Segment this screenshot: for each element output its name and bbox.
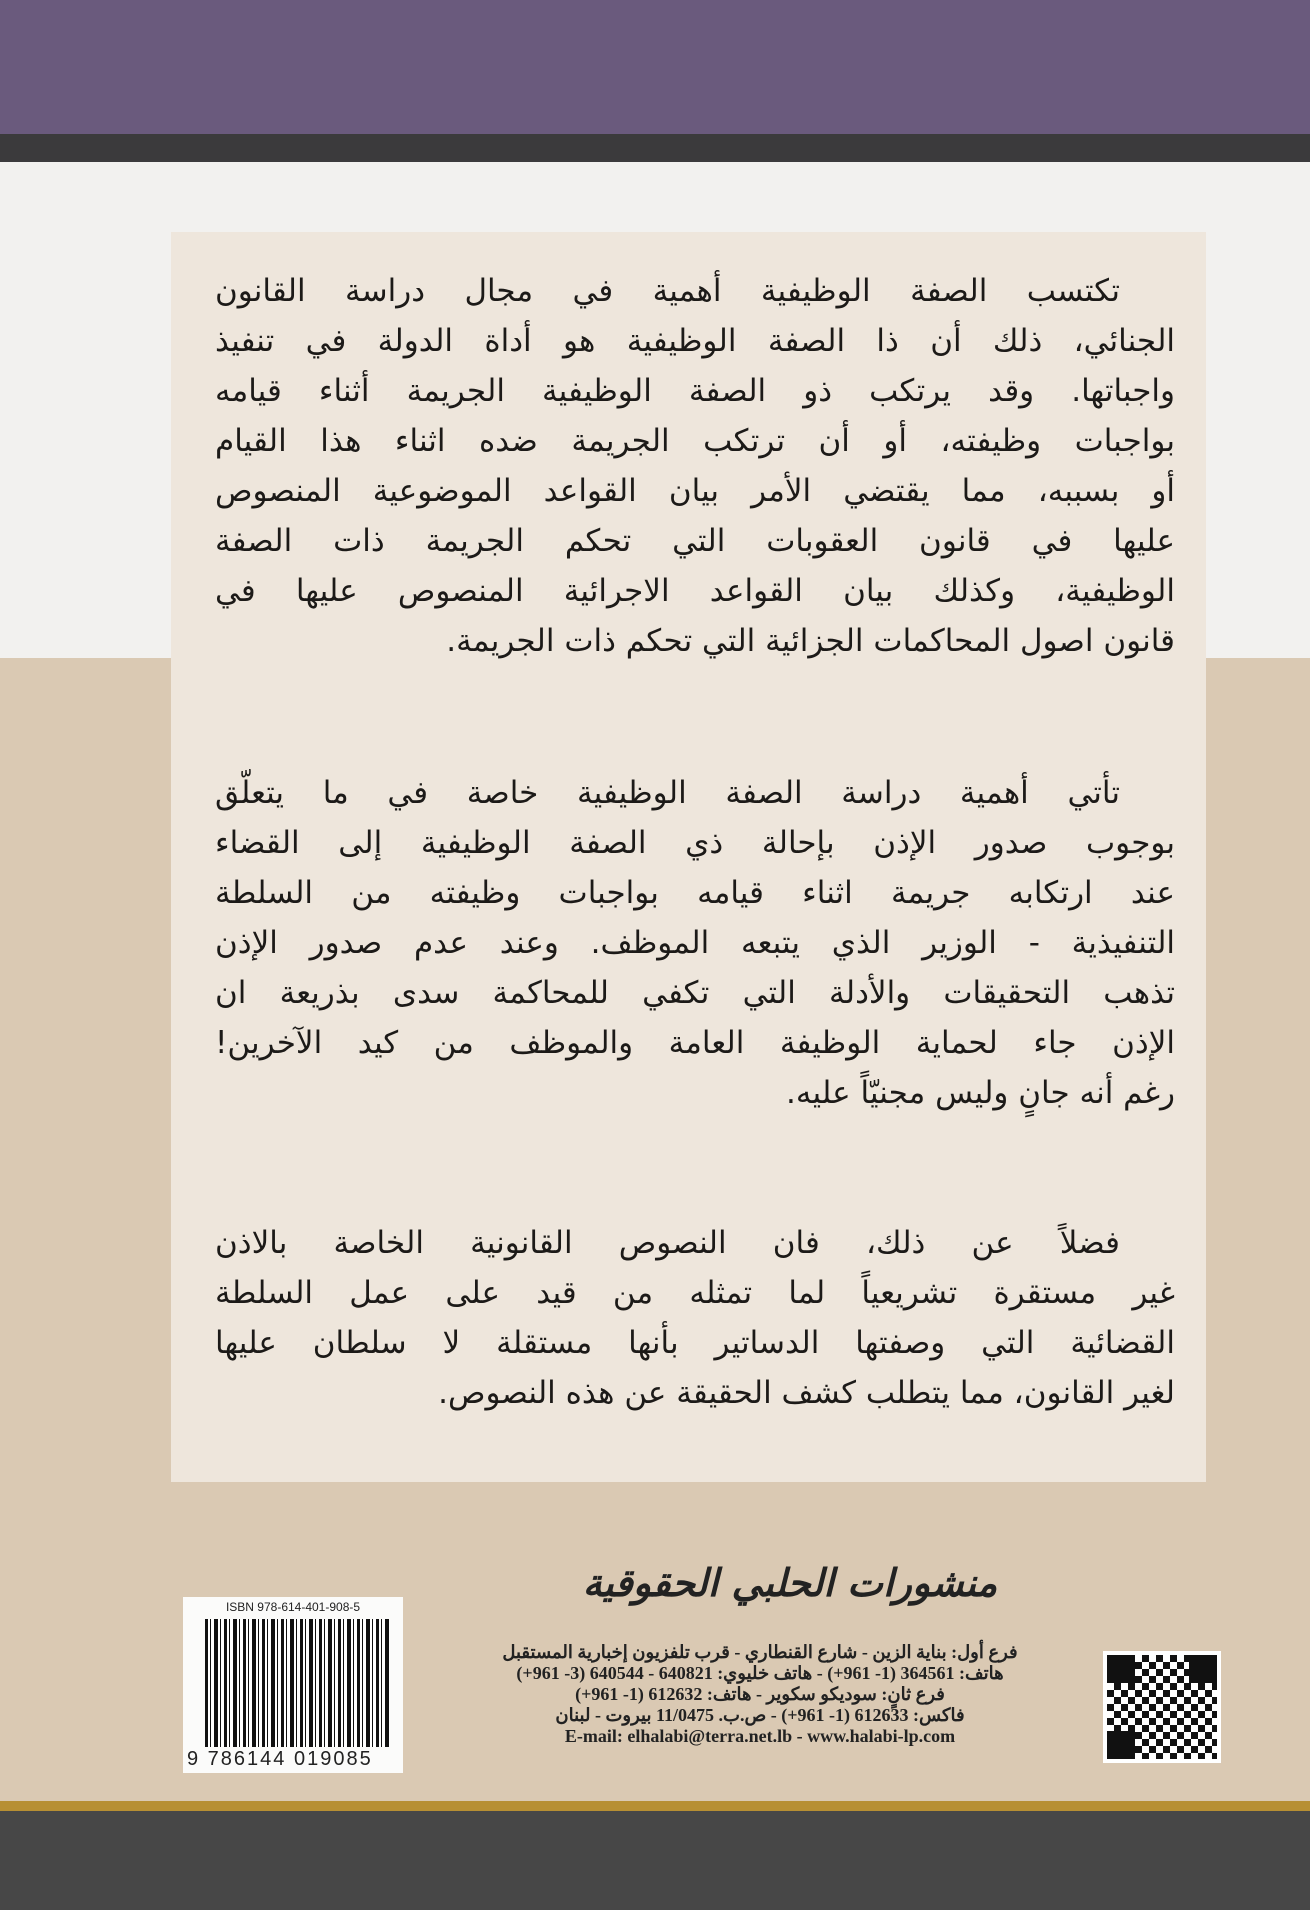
blurb-paragraph-2 [215,768,1175,1118]
qr-code-icon [1103,1651,1221,1763]
text-line: القضائية التي وصفتها الدساتير بأنها مستقلة لا سلطان عليها [215,1325,1175,1361]
text-line: بواجبات وظيفته، أو أن ترتكب الجريمة ضده اثناء هذا القيام [215,423,1175,459]
text-line: التنفيذية - الوزير الذي يتبعه الموظف. وعند عدم صدور الإذن [215,925,1175,961]
ean-digits: 9 786144 019085 [187,1748,373,1770]
text-line: رغم أنه جانٍ وليس مجنيّاً عليه. [786,1075,1175,1111]
text-line: تذهب التحقيقات والأدلة التي تكفي للمحاكمة سدى بذريعة ان [215,975,1175,1011]
text-line: عند ارتكابه جريمة اثناء قيامه بواجبات وظيفته من السلطة [215,875,1175,911]
text-line: بوجوب صدور الإذن بإحالة ذي الصفة الوظيفية إلى القضاء [215,825,1175,861]
isbn-label: ISBN 978-614-401-908-5 [225,1600,361,1614]
publisher-logo: منشورات الحلبي الحقوقية [582,1560,998,1605]
address-line: فرع ثانٍ: سوديكو سكوير - هاتف: 612632 (1- 961+) [575,1684,945,1704]
text-line: عليها في قانون العقوبات التي تحكم الجريمة ذات الصفة [215,523,1175,559]
gold-stripe [0,1801,1310,1811]
address-line: هاتف: 364561 (1- 961+) - هاتف خليوي: 640821 - 640544 (3- 961+) [516,1663,1004,1683]
text-line: لغير القانون، مما يتطلب كشف الحقيقة عن هذه النصوص. [438,1375,1175,1411]
address-line: فاكس: 612633 (1- 961+) - ص.ب. 11/0475 بيروت - لبنان [555,1705,965,1725]
text-line: الوظيفية، وكذلك بيان القواعد الاجرائية المنصوص عليها في [215,573,1175,609]
text-line: فضلاً عن ذلك، فان النصوص القانونية الخاصة بالاذن [215,1225,1120,1261]
isbn-barcode [183,1597,403,1773]
address-line: فرع أول: بناية الزين - شارع القنطاري - قرب تلفزيون إخبارية المستقبل [502,1642,1018,1662]
publisher-contact: E-mail: elhalabi@terra.net.lb - www.halabi-lp.com [564,1726,956,1746]
top-dark-stripe [0,134,1310,162]
publisher-address [470,1642,1050,1747]
barcode-bars [205,1619,390,1747]
blurb-paragraph-3 [215,1218,1175,1418]
blurb-paragraph-1 [215,266,1175,666]
text-line: واجباتها. وقد يرتكب ذو الصفة الوظيفية الجريمة أثناء قيامه [215,373,1175,409]
text-line: الإذن جاء لحماية الوظيفة العامة والموظف من كيد الآخرين! [215,1025,1175,1061]
text-line: تكتسب الصفة الوظيفية أهمية في مجال دراسة القانون [215,273,1120,309]
bottom-dark-band [0,1811,1310,1910]
text-line: غير مستقرة تشريعياً لما تمثله من قيد على عمل السلطة [215,1275,1175,1311]
top-color-band [0,0,1310,134]
text-line: تأتي أهمية دراسة الصفة الوظيفية خاصة في ما يتعلّق [215,775,1120,811]
text-line: أو بسببه، مما يقتضي الأمر بيان القواعد الموضوعية المنصوص [215,473,1175,509]
text-line: الجنائي، ذلك أن ذا الصفة الوظيفية هو أداة الدولة في تنفيذ [215,323,1175,359]
text-line: قانون اصول المحاكمات الجزائية التي تحكم ذات الجريمة. [446,623,1175,659]
